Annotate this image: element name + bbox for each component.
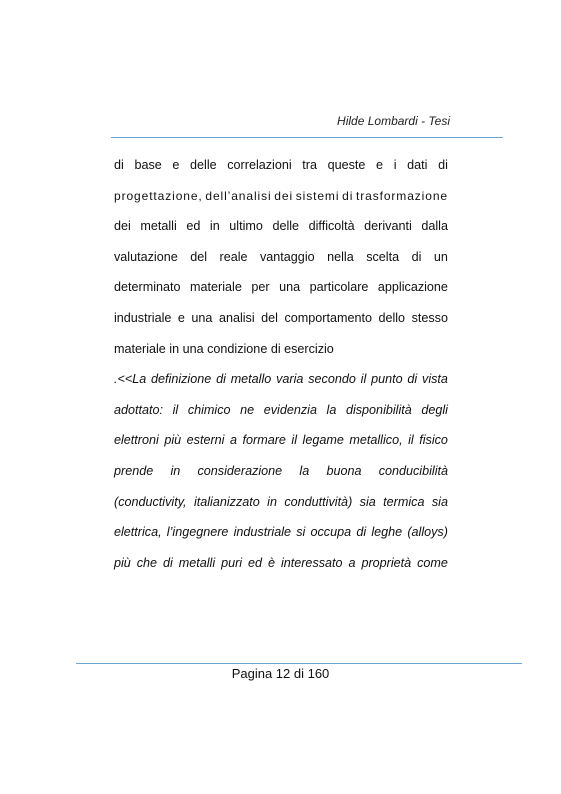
quote-line-5: (conductivity, italianizzato in conduttività) sia termica sia: [114, 494, 448, 509]
text-line-4: valutazione del reale vantaggio nella scelta di un: [114, 249, 448, 264]
text-line-5: determinato materiale per una particolare applicazione: [114, 280, 448, 295]
footer-rule: [76, 663, 522, 664]
text-line-3: dei metalli ed in ultimo delle difficoltà derivanti dalla: [114, 219, 448, 234]
quote-line-6: elettrica, l’ingegnere industriale si occupa di leghe (alloys): [114, 525, 448, 540]
quote-line-1: .<<La definizione di metallo varia secondo il punto di vista: [114, 372, 448, 387]
text-line-6: industriale e una analisi del comportamento dello stesso: [114, 310, 448, 325]
quote-line-7: più che di metalli puri ed è interessato a proprietà come: [114, 555, 448, 570]
body-text: [114, 150, 448, 578]
quote-line-2: adottato: il chimico ne evidenzia la disponibilità degli: [114, 402, 448, 417]
page-number: Pagina 12 di 160: [231, 666, 330, 681]
header-rule: [111, 137, 503, 138]
running-header: Hilde Lombardi - Tesi: [337, 114, 450, 128]
text-line-1: di base e delle correlazioni tra queste e i dati di: [114, 158, 448, 172]
text-line-7: materiale in una condizione di esercizio: [114, 341, 334, 356]
quote-line-4: prende in considerazione la buona conducibilità: [114, 463, 448, 478]
quote-line-3: elettroni più esterni a formare il legame metallico, il fisico: [114, 433, 448, 448]
text-line-2: progettazione, dell’analisi dei sistemi di trasformazione: [114, 188, 448, 203]
